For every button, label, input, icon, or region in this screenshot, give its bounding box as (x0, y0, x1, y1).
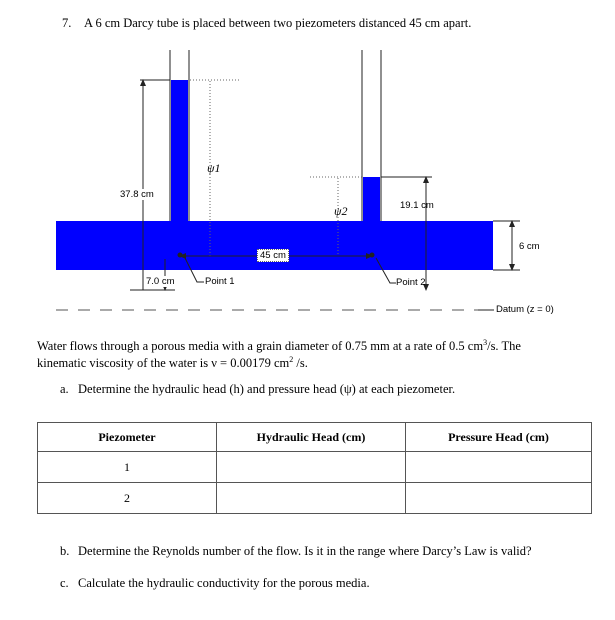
psi2-label: ψ2 (334, 204, 348, 218)
row1-pressure-head[interactable] (406, 452, 592, 483)
question-prompt: A 6 cm Darcy tube is placed between two piezometers distanced 45 cm apart. (84, 16, 472, 30)
point2-label: Point 2 (396, 277, 426, 288)
problem-paragraph-2 (37, 355, 597, 371)
para-line1-end: /s. The (487, 339, 521, 354)
datum-label: Datum (z = 0) (496, 304, 554, 315)
table-row (38, 483, 592, 514)
point1-label: Point 1 (205, 276, 235, 287)
part-c-text: Calculate the hydraulic conductivity for the porous media. (78, 576, 370, 590)
para-line1: Water flows through a porous media with a grain diameter of 0.75 mm at a rate of 0.5 cm (37, 339, 484, 354)
psi1-label: ψ1 (207, 161, 221, 175)
table-header-row (38, 423, 592, 452)
right-piezometer-water (363, 177, 380, 222)
para-sup2: 2 (289, 355, 294, 364)
row1-hydraulic-head[interactable] (217, 452, 406, 483)
part-a-label: a. (60, 382, 69, 396)
para-sup1: 3 (483, 338, 488, 347)
header-hydraulic-head: Hydraulic Head (cm) (217, 423, 406, 452)
span-label: 45 cm (257, 249, 289, 262)
row2-piezometer: 2 (38, 483, 217, 514)
table-row (38, 452, 592, 483)
question-number: 7. (62, 16, 72, 30)
left-piezometer-water (171, 80, 188, 222)
row1-piezometer: 1 (38, 452, 217, 483)
header-piezometer: Piezometer (38, 423, 217, 452)
part-c-label: c. (60, 576, 69, 590)
part-b-text: Determine the Reynolds number of the flow. Is it in the range where Darcy’s Law is valid? (78, 544, 532, 558)
header-pressure-head: Pressure Head (cm) (406, 423, 592, 452)
left-height-label: 37.8 cm (120, 189, 154, 200)
row2-pressure-head[interactable] (406, 483, 592, 514)
bottom-left-label: 7.0 cm (146, 276, 175, 287)
para-line2-end: /s. (293, 356, 308, 371)
darcy-tube-water (56, 221, 493, 270)
tube-diameter-label: 6 cm (519, 241, 540, 252)
part-b-label: b. (60, 544, 70, 558)
right-height-label: 19.1 cm (400, 200, 434, 211)
problem-paragraph (37, 338, 597, 354)
answer-table (37, 422, 592, 514)
part-a-text: Determine the hydraulic head (h) and pressure head (ψ) at each piezometer. (78, 382, 456, 396)
row2-hydraulic-head[interactable] (217, 483, 406, 514)
para-line2: kinematic viscosity of the water is ν = 0.00179 cm (37, 356, 290, 371)
